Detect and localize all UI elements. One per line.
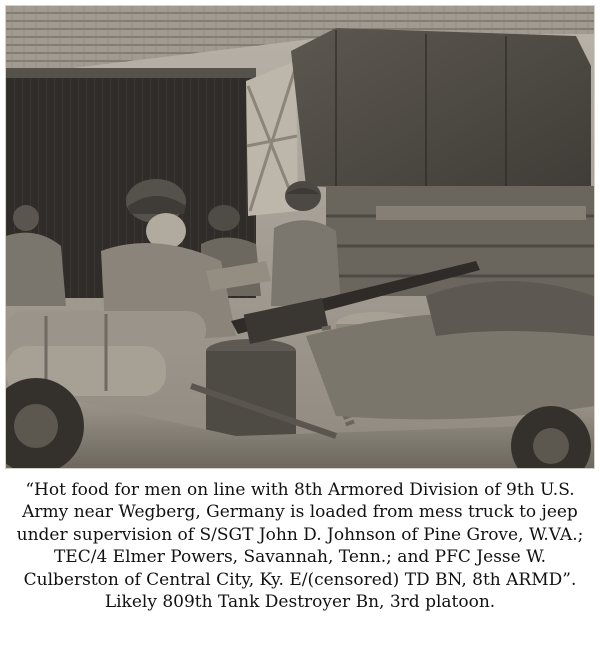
soldier-middle: [208, 205, 240, 231]
soldier-on-truck: [285, 181, 321, 211]
photo-caption: “Hot food for men on line with 8th Armored Division of 9th U.S. Army near Wegberg, Germany is loaded from mess truck to jeep under supervision of S/SGT John D. Johnson of Pine Grove, W.VA.; TEC/4 Elmer Powers, Savannah, Tenn.; and PFC Jesse W. Culberston of Central City, Ky. E/(censored) TD BN, 8th ARMD”. Likely 809th Tank Destroyer Bn, 3rd platoon.: [16, 480, 584, 613]
photo-drawing: [6, 6, 594, 468]
historical-photo: [6, 6, 594, 468]
mess-truck-body: [326, 186, 594, 296]
soldier-left: [13, 205, 39, 231]
